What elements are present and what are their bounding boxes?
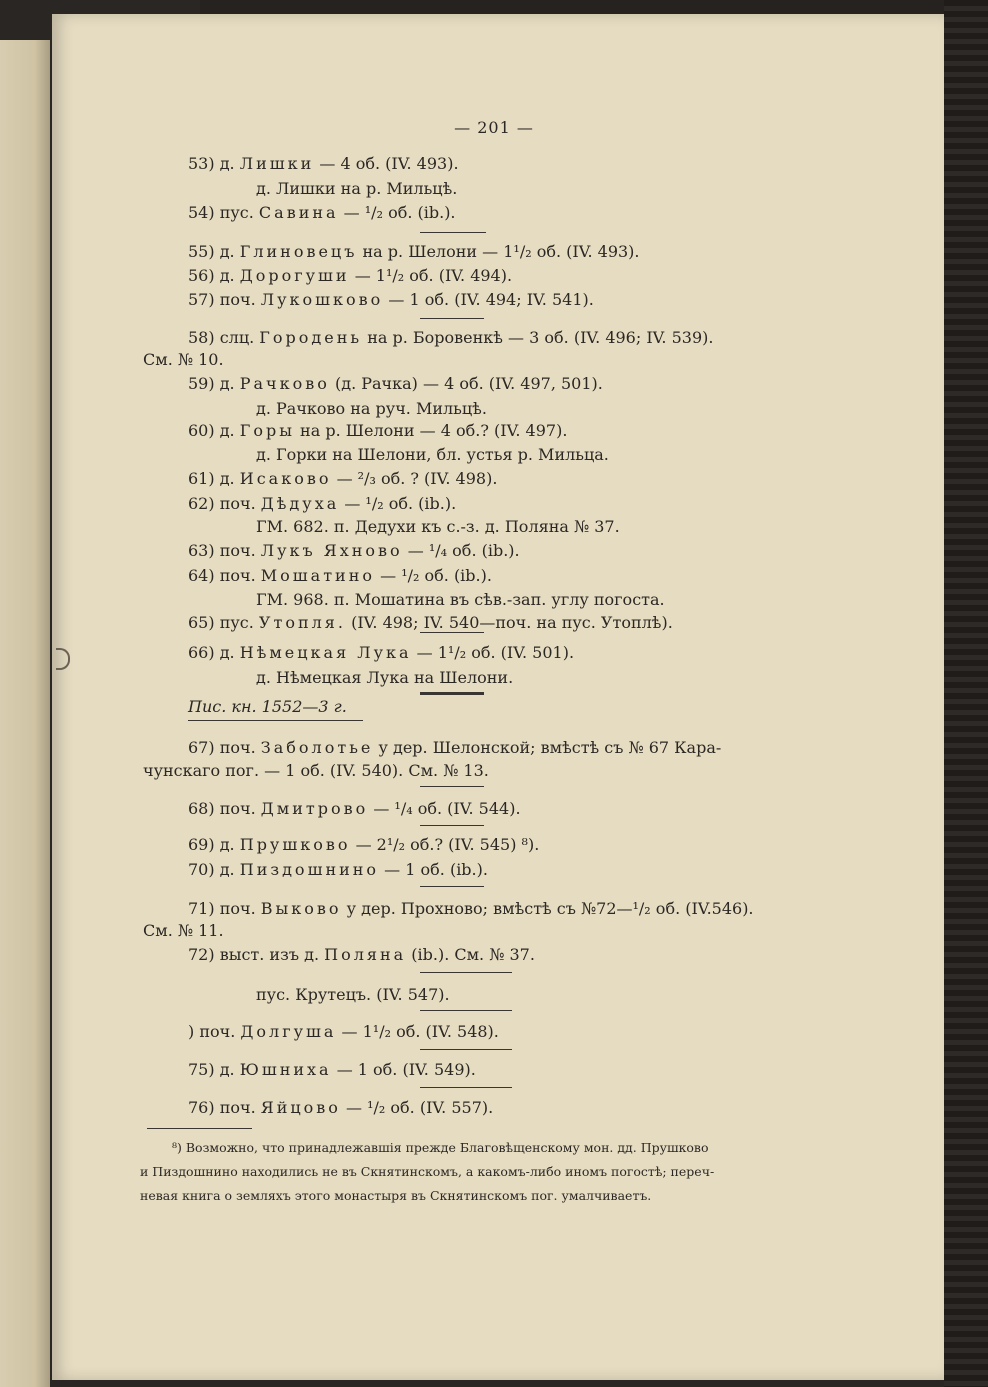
entry-line (188, 945, 535, 965)
entry-pre: поч. (219, 290, 256, 309)
entry-line (188, 469, 497, 489)
entry-name: Нѣмецкая Лука (239, 643, 412, 662)
entry-rest: — ¹/₄ об. (IV. 544). (373, 799, 521, 818)
entry-pre: д. (219, 643, 235, 662)
entry-rest: (IV. 498; IV. 540—поч. на пус. Утоплѣ). (351, 613, 673, 632)
entry-num: 76) (188, 1098, 215, 1117)
page-number: — 201 — (454, 118, 534, 137)
entry-num: 58) (188, 328, 215, 347)
entry-name: Савина (258, 203, 339, 222)
entry-num: 69) (188, 835, 215, 854)
entry-subline: ГМ. 682. п. Дедухи къ с.-з. д. Поляна № 37. (256, 517, 620, 536)
footnote-line: и Пиздошнино находились не въ Скнятинскомъ, а какомъ-либо иномъ погостѣ; переч- (140, 1164, 715, 1179)
entry-rest: — 1¹/₂ об. (IV. 548). (341, 1022, 499, 1041)
entry-pre: поч. (219, 799, 256, 818)
entry-line (188, 860, 488, 880)
entry-num: 62) (188, 494, 215, 513)
entry-num: 67) (188, 738, 215, 757)
entry-name: Лукъ Яхново (260, 541, 403, 560)
divider-rule (420, 318, 484, 319)
entry-line (188, 266, 512, 286)
entry-rest: на р. Боровенкѣ — 3 об. (IV. 496; IV. 539). (367, 328, 714, 347)
entry-num: 60) (188, 421, 215, 440)
divider-rule (420, 886, 484, 887)
entry-num: 61) (188, 469, 215, 488)
entry-pre: поч. (219, 1098, 256, 1117)
entry-rest: — ¹/₂ об. (ib.). (380, 566, 492, 585)
entry-name: Мошатино (260, 566, 376, 585)
entry-rest: у дер. Шелонской; вмѣстѣ съ № 67 Кара- (378, 738, 722, 757)
divider-rule (420, 1010, 512, 1011)
entry-rest: — ¹/₂ об. (IV. 557). (346, 1098, 494, 1117)
entry-num: 56) (188, 266, 215, 285)
entry-pre: слц. (219, 328, 255, 347)
entry-pre: поч. (219, 566, 256, 585)
entry-name: Рачково (239, 374, 330, 393)
entry-name: Дорогуши (239, 266, 350, 285)
entry-subline: д. Горки на Шелони, бл. устья р. Мильца. (256, 445, 609, 464)
entry-num: 68) (188, 799, 215, 818)
entry-num: 75) (188, 1060, 215, 1079)
entry-subline: д. Рачково на руч. Мильцѣ. (256, 399, 487, 418)
entry-pre: поч. (219, 541, 256, 560)
entry-num: ) (188, 1022, 195, 1041)
entry-rest: у дер. Прохново; вмѣстѣ съ №72—¹/₂ об. (IV.546). (346, 899, 754, 918)
entry-pre: д. (219, 374, 235, 393)
entry-line (188, 242, 640, 262)
entry-line (188, 566, 492, 586)
entry-name: Яйцово (260, 1098, 341, 1117)
divider-rule (420, 972, 512, 973)
entry-subline: д. Нѣмецкая Лука на Шелони. (256, 668, 514, 687)
entry-name: Долгуша (240, 1022, 337, 1041)
divider-rule (420, 692, 484, 695)
divider-rule (420, 1087, 512, 1088)
entry-line (188, 154, 459, 174)
entry-rest: — 1¹/₂ об. (IV. 494). (354, 266, 513, 285)
entry-pre: пус. (219, 203, 254, 222)
entry-num: 59) (188, 374, 215, 393)
entry-continuation: См. № 10. (143, 350, 224, 369)
entry-line (188, 541, 520, 561)
entry-num: 71) (188, 899, 215, 918)
entry-line (188, 328, 713, 348)
divider-rule (420, 632, 484, 633)
entry-line (188, 203, 456, 223)
entry-pre: поч. (219, 899, 256, 918)
entry-rest: — 1 об. (IV. 494; IV. 541). (388, 290, 594, 309)
entry-pre: д. (219, 469, 235, 488)
entry-name: Лукошково (260, 290, 384, 309)
entry-name: Горы (239, 421, 295, 440)
entry-name: Глиновецъ (239, 242, 358, 261)
entry-pre: поч. (219, 738, 256, 757)
entry-line (188, 799, 521, 819)
footnote-line: невая книга о земляхъ этого монастыря въ Скнятинскомъ пог. умалчиваетъ. (140, 1188, 652, 1203)
entry-line (188, 643, 574, 663)
entry-rest: — 4 об. (IV. 493). (319, 154, 459, 173)
entry-pre: д. (219, 421, 235, 440)
entry-name: Городень (259, 328, 363, 347)
entry-pre: д. (219, 1060, 235, 1079)
footnote-rule (147, 1128, 252, 1129)
entry-pre: выст. изъ д. (219, 945, 320, 964)
entry-subline: пус. Крутецъ. (IV. 547). (256, 985, 450, 1004)
divider-rule (420, 1049, 512, 1050)
entry-num: 72) (188, 945, 215, 964)
entry-rest: (д. Рачка) — 4 об. (IV. 497, 501). (334, 374, 603, 393)
entry-num: 63) (188, 541, 215, 560)
entry-rest: — 2¹/₂ об.? (IV. 545) ⁸). (355, 835, 540, 854)
entry-name: Прушково (239, 835, 351, 854)
entry-line (188, 1022, 499, 1042)
entry-line (188, 738, 721, 758)
entry-name: Заболотье (260, 738, 374, 757)
entry-rest: — ¹/₂ об. (ib.). (343, 203, 456, 222)
entry-line (188, 421, 567, 441)
binding-edge (944, 0, 988, 1387)
section-heading: Пис. кн. 1552—3 г. (188, 697, 347, 716)
entry-pre: д. (219, 860, 235, 879)
divider-rule (420, 825, 484, 826)
entry-rest: — ²/₃ об. ? (IV. 498). (336, 469, 498, 488)
entry-pre: д. (219, 835, 235, 854)
entry-num: 66) (188, 643, 215, 662)
entry-name: Пиздошнино (239, 860, 380, 879)
entry-name: Поляна (324, 945, 407, 964)
entry-subline: д. Лишки на р. Мильцѣ. (256, 179, 458, 198)
entry-line (188, 1098, 493, 1118)
entry-pre: пус. (219, 613, 254, 632)
entry-name: Выково (260, 899, 342, 918)
entry-continuation: чунскаго пог. — 1 об. (IV. 540). См. № 13. (143, 761, 489, 780)
entry-continuation: См. № 11. (143, 921, 224, 940)
entry-name: Исаково (239, 469, 332, 488)
entry-rest: — ¹/₄ об. (ib.). (407, 541, 520, 560)
entry-pre: д. (219, 266, 235, 285)
entry-num: 57) (188, 290, 215, 309)
entry-rest: (ib.). См. № 37. (411, 945, 535, 964)
entry-pre: д. (219, 154, 235, 173)
entry-rest: на р. Шелони — 4 об.? (IV. 497). (300, 421, 568, 440)
entry-pre: поч. (219, 494, 256, 513)
entry-rest: — 1 об. (ib.). (384, 860, 488, 879)
divider-rule (420, 232, 486, 233)
entry-name: Утопля. (258, 613, 346, 632)
entry-line (188, 835, 539, 855)
entry-line (188, 494, 456, 514)
entry-rest: — 1¹/₂ об. (IV. 501). (416, 643, 575, 662)
entry-pre: поч. (199, 1022, 236, 1041)
entry-num: 64) (188, 566, 215, 585)
entry-name: Дѣдуха (260, 494, 340, 513)
entry-num: 65) (188, 613, 215, 632)
entry-num: 55) (188, 242, 215, 261)
entry-line (188, 374, 603, 394)
entry-line (188, 899, 754, 919)
entry-line (188, 290, 594, 310)
entry-rest: — 1 об. (IV. 549). (336, 1060, 476, 1079)
section-underline (188, 720, 363, 721)
entry-line (188, 1060, 476, 1080)
entry-pre: д. (219, 242, 235, 261)
entry-name: Лишки (239, 154, 315, 173)
entry-name: Дмитрово (260, 799, 369, 818)
entry-num: 54) (188, 203, 215, 222)
entry-rest: — ¹/₂ об. (ib.). (344, 494, 457, 513)
entry-subline: ГМ. 968. п. Мошатина въ сѣв.-зап. углу погоста. (256, 590, 665, 609)
footnote-line: ⁸) Возможно, что принадлежавшія прежде Благовѣщенскому мон. дд. Прушково (172, 1140, 709, 1155)
left-page-edge (0, 40, 50, 1387)
entry-line (188, 613, 673, 633)
entry-name: Юшниха (239, 1060, 332, 1079)
entry-rest: на р. Шелони — 1¹/₂ об. (IV. 493). (362, 242, 640, 261)
divider-rule (420, 786, 484, 787)
entry-num: 70) (188, 860, 215, 879)
entry-num: 53) (188, 154, 215, 173)
